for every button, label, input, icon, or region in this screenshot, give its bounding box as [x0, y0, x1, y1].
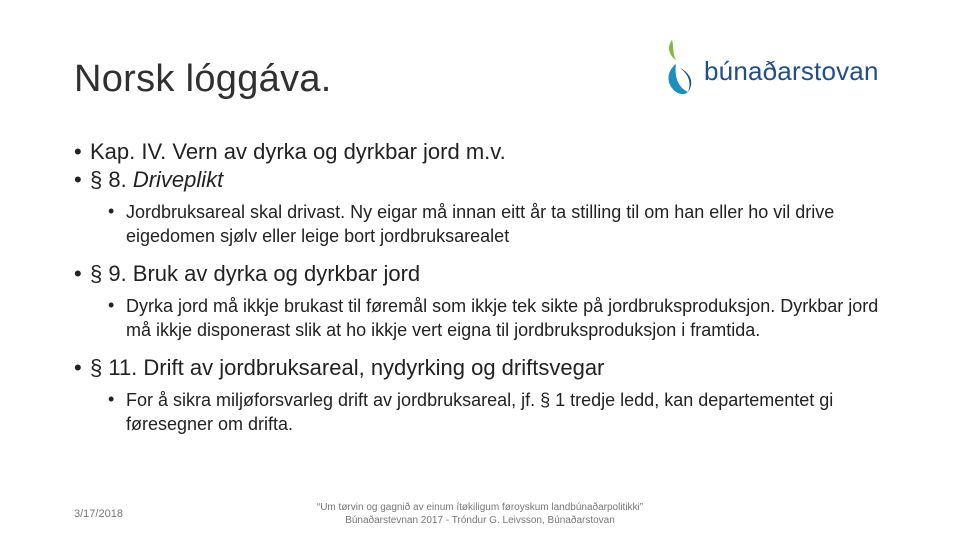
bullet-section-9: • § 9. Bruk av dyrka og dyrkbar jord — [74, 260, 894, 288]
bullet-section-8 — [74, 166, 894, 194]
section-8-prefix: § 8. — [90, 167, 133, 192]
sub-bullet-section-8: • Jordbruksareal skal drivast. Ny eigar må innan eitt år ta stilling til om han eller ho vil drive eigedomen sjølv eller leige bort jordbruksarealet — [108, 200, 894, 248]
footer-line-1: “Um tørvin og gagnið av einum ítøkiligum føroyskum landbúnaðarpolitikki” — [316, 502, 644, 513]
slide-title: Norsk lóggáva. — [74, 58, 332, 100]
slide-content — [74, 138, 894, 436]
footer-text — [270, 501, 690, 527]
logo — [662, 38, 902, 100]
logo-text: búnaðarstovan — [704, 56, 879, 86]
footer-line-2: Búnaðarstevnan 2017 - Tróndur G. Leivsson, Búnaðarstovan — [345, 515, 615, 526]
bullet-kap-iv: • Kap. IV. Vern av dyrka og dyrkbar jord m.v. — [74, 138, 894, 166]
bullet-section-11: • § 11. Drift av jordbruksareal, nydyrking og driftsvegar — [74, 354, 894, 382]
sub-bullet-section-11: • For å sikra miljøforsvarleg drift av jordbruksareal, jf. § 1 tredje ledd, kan departementet gi føresegner om drifta. — [108, 388, 894, 436]
section-8-title: Driveplikt — [132, 167, 224, 192]
sub-bullet-section-9: • Dyrka jord må ikkje brukast til føremål som ikkje tek sikte på jordbruksproduksjon. Dyrkbar jord må ikkje disponerast slik at ho ikkje vert eigna til jordbruksproduksjon i framtida. — [108, 294, 894, 342]
footer-date: 3/17/2018 — [74, 508, 123, 520]
water-drop-leaf-icon — [662, 38, 698, 100]
